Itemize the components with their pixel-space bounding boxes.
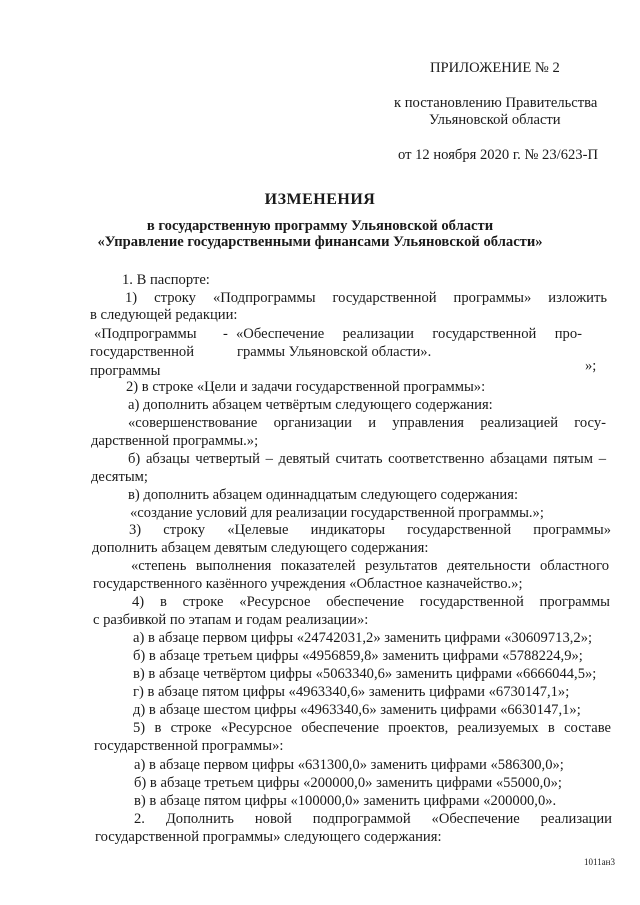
paragraph: 2. Дополнить новой подпрограммой «Обеспечение реализации [134, 811, 612, 827]
passport-row-label: государственной [90, 344, 195, 360]
paragraph: б) в абзаце третьем цифры «4956859,8» заменить цифрами «5788224,9»; [133, 648, 583, 664]
document-title: ИЗМЕНЕНИЯ [264, 191, 376, 208]
passport-row-label: программы [90, 363, 161, 379]
document-subtitle-1: в государственную программу Ульяновской области [146, 218, 494, 234]
paragraph: 5) в строке «Ресурсное обеспечение проектов, реализуемых в составе [133, 720, 611, 736]
document-subtitle-2: «Управление государственными финансами Ульяновской области» [97, 234, 543, 250]
paragraph: 2) в строке «Цели и задачи государственной программы»: [126, 379, 486, 395]
resolution-date: от 12 ноября 2020 г. № 23/623-П [398, 147, 598, 163]
paragraph: а) в абзаце первом цифры «631300,0» заменить цифрами «586300,0»; [134, 757, 564, 773]
paragraph: в) дополнить абзацем одиннадцатым следующего содержания: [128, 487, 518, 503]
paragraph: б) в абзаце третьем цифры «200000,0» заменить цифрами «55000,0»; [134, 775, 562, 791]
document-code: 1011ан3 [584, 857, 615, 867]
paragraph: с разбивкой по этапам и годам реализации»: [93, 612, 369, 628]
paragraph: «степень выполнения показателей результатов деятельности областного [131, 558, 609, 574]
paragraph: «совершенствование организации и управления реализацией госу- [128, 415, 606, 431]
paragraph: дарственной программы.»; [91, 433, 259, 449]
paragraph: 1. В паспорте: [122, 272, 210, 288]
paragraph: государственного казённого учреждения «Областное казначейство.»; [93, 576, 523, 592]
paragraph: в) в абзаце пятом цифры «100000,0» заменить цифрами «200000,0». [134, 793, 557, 809]
paragraph: государственной программы»: [94, 738, 284, 754]
paragraph: а) дополнить абзацем четвёртым следующего содержания: [128, 397, 493, 413]
passport-row-dash: - [223, 326, 228, 342]
appendix-label: ПРИЛОЖЕНИЕ № 2 [430, 60, 560, 76]
passport-row-label: «Подпрограммы [94, 326, 197, 342]
paragraph: 1) строку «Подпрограммы государственной программы» изложить [125, 290, 607, 306]
paragraph: г) в абзаце пятом цифры «4963340,6» заменить цифрами «6730147,1»; [133, 684, 570, 700]
resolution-ref-line2: Ульяновской области [429, 112, 561, 128]
paragraph: 4) в строке «Ресурсное обеспечение государственной программы [132, 594, 610, 610]
paragraph: в) в абзаце четвёртом цифры «5063340,6» заменить цифрами «6666044,5»; [133, 666, 597, 682]
passport-row-end: »; [585, 358, 597, 374]
paragraph: десятым; [91, 469, 148, 485]
paragraph: в следующей редакции: [90, 307, 238, 323]
resolution-ref-line1: к постановлению Правительства [394, 95, 598, 111]
paragraph: дополнить абзацем девятым следующего содержания: [92, 540, 429, 556]
paragraph: б) абзацы четвертый – девятый считать соответственно абзацами пятым – [128, 451, 606, 467]
paragraph: д) в абзаце шестом цифры «4963340,6» заменить цифрами «6630147,1»; [133, 702, 581, 718]
passport-row-value: граммы Ульяновской области». [237, 344, 432, 360]
paragraph: 3) строку «Целевые индикаторы государственной программы» [129, 522, 611, 538]
passport-row-value: «Обеспечение реализации государственной про- [236, 326, 582, 342]
paragraph: а) в абзаце первом цифры «24742031,2» заменить цифрами «30609713,2»; [133, 630, 593, 646]
paragraph: государственной программы» следующего содержания: [95, 829, 442, 845]
paragraph: «создание условий для реализации государственной программы.»; [130, 505, 544, 521]
